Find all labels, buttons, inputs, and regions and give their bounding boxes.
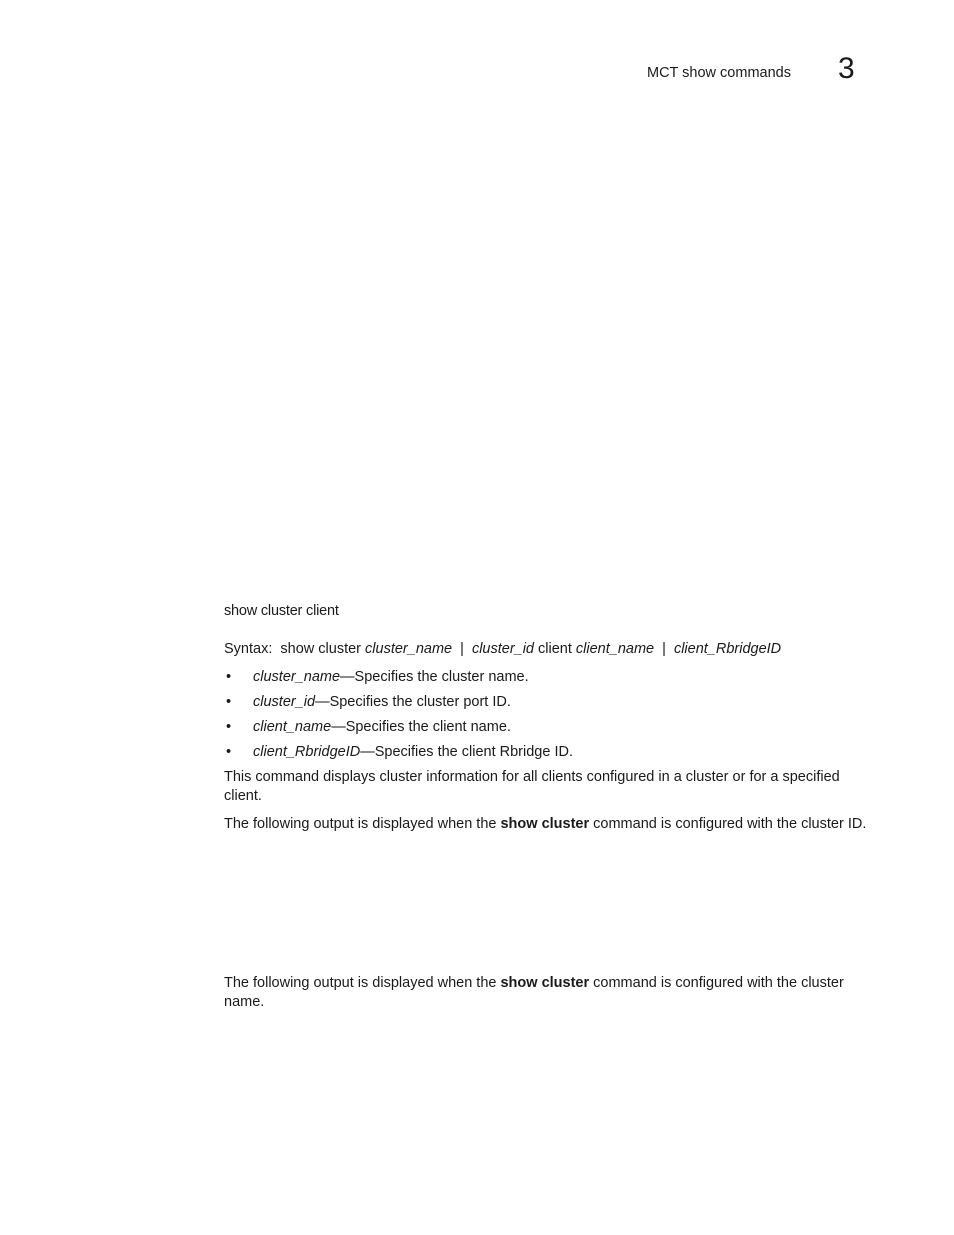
text: command is configured with the cluster ID. (589, 816, 867, 832)
param-name: client_name (253, 719, 332, 735)
description-paragraph: This command displays cluster information for all clients configured in a cluster or for a specified client. (224, 769, 840, 804)
param-desc: —Specifies the client name. (331, 719, 511, 735)
list-item (224, 742, 573, 767)
param-name: client_RbridgeID (253, 744, 361, 760)
param-desc: —Specifies the client Rbridge ID. (360, 744, 573, 760)
param-desc: —Specifies the cluster port ID. (315, 694, 511, 710)
param-name: cluster_id (253, 694, 316, 710)
param-name: cluster_name (253, 669, 341, 685)
syntax-separator: | (662, 641, 666, 657)
text: The following output is displayed when the (224, 816, 501, 832)
bullet-icon: • (226, 719, 232, 735)
text: The following output is displayed when the (224, 975, 501, 991)
syntax-arg-client-name: client_name (575, 641, 655, 657)
header-title: MCT show commands (647, 65, 791, 81)
syntax-arg-client-rbridgeid: client_RbridgeID (673, 641, 782, 657)
text: command is configured with the cluster name. (224, 975, 844, 1010)
list-item (224, 692, 573, 717)
syntax-line (224, 640, 879, 659)
list-item (224, 667, 573, 692)
syntax-arg-cluster-name: cluster_name (365, 641, 453, 657)
output-cluster-name-paragraph (224, 974, 879, 1012)
syntax-separator: | (460, 641, 464, 657)
bullet-icon: • (226, 669, 232, 685)
command-name: show cluster (500, 975, 590, 991)
syntax-label: Syntax: (224, 641, 273, 657)
syntax-keyword-client: client (538, 641, 572, 657)
bullet-icon: • (226, 694, 232, 710)
bullet-icon: • (226, 744, 232, 760)
section-title: show cluster client (224, 603, 339, 619)
list-item (224, 717, 573, 742)
parameter-list (224, 667, 573, 767)
syntax-command: show cluster (280, 641, 362, 657)
chapter-number: 3 (838, 52, 855, 85)
output-cluster-id-paragraph (224, 815, 879, 834)
command-name: show cluster (500, 816, 590, 832)
param-desc: —Specifies the cluster name. (340, 669, 529, 685)
syntax-arg-cluster-id: cluster_id (471, 641, 534, 657)
